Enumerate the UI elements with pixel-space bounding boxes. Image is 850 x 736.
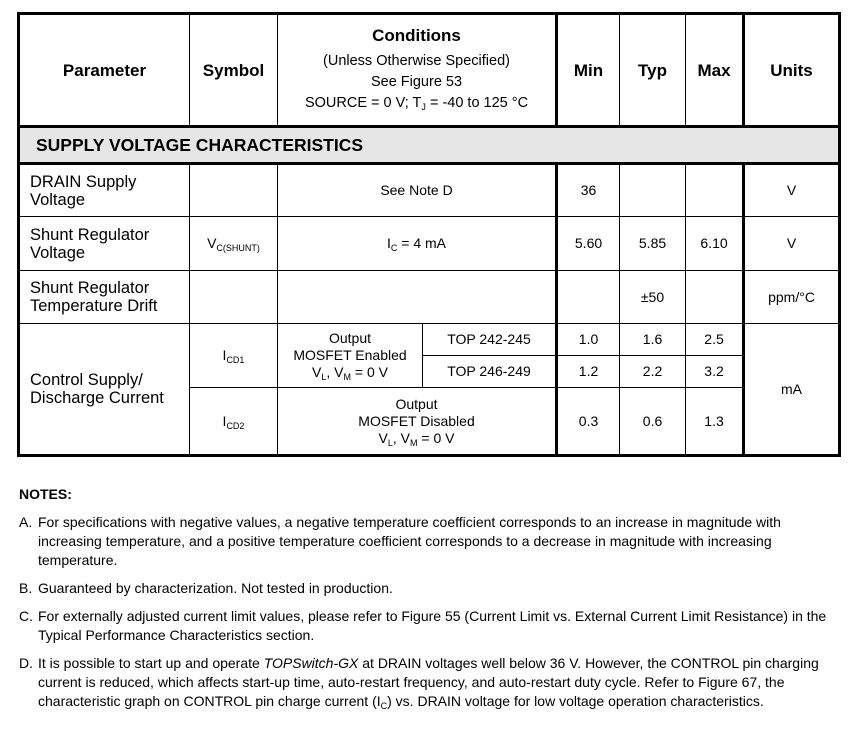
- note-d-text: It is possible to start up and operate TOPSwitch-GX at DRAIN voltages well below 36 V. However, the CONTROL pin charging current is reduced, which affects start-up time, auto-restart frequency, and auto-restart duty cycle. Refer to Figure 67, the characteristic graph on CONTROL pin charge current $(I_C)$ vs. DRAIN voltage for low voltage operation characteristics.: [38, 655, 819, 711]
- header-parameter: Parameter: [19, 14, 190, 127]
- max-icd1-a: 2.5: [686, 324, 744, 356]
- row-temp-drift: [19, 271, 840, 324]
- note-b-label: B.: [19, 580, 33, 596]
- typ-icd1-b: 2.2: [620, 356, 686, 388]
- units-temp-drift: ppm/°C: [744, 271, 840, 324]
- max-icd1-b: 3.2: [686, 356, 744, 388]
- conditions-line3: SOURCE = 0 V; $T_J = -40$ to 125 °C: [304, 94, 529, 112]
- conditions-line2: See Figure 53: [370, 73, 463, 90]
- min-temp-drift: [557, 271, 620, 324]
- header-row: [19, 14, 840, 127]
- note-a: [19, 513, 831, 570]
- max-drain-supply: [686, 164, 744, 217]
- header-conditions: [278, 14, 557, 127]
- param-drain-supply: DRAIN Supply Voltage: [19, 164, 190, 217]
- min-icd2: 0.3: [557, 388, 620, 456]
- typ-icd1-a: 1.6: [620, 324, 686, 356]
- min-icd1-b: 1.2: [557, 356, 620, 388]
- units-shunt-voltage: V: [744, 217, 840, 271]
- notes-section: [19, 485, 831, 720]
- row-shunt-voltage: [19, 217, 840, 271]
- min-shunt-voltage: 5.60: [557, 217, 620, 271]
- note-c-text: For externally adjusted current limit values, please refer to Figure 55 (Current Limit vs. External Current Limit Resistance) in the Typical Performance Characteristics section.: [38, 608, 827, 643]
- conditions-line1: (Unless Otherwise Specified): [323, 52, 510, 69]
- spec-table: [17, 12, 841, 457]
- header-min: Min: [557, 14, 620, 127]
- symbol-temp-drift: [190, 271, 278, 324]
- note-b: [19, 579, 831, 598]
- typ-temp-drift: ±50: [620, 271, 686, 324]
- conditions-title: Conditions: [372, 25, 461, 45]
- header-typ: Typ: [620, 14, 686, 127]
- max-shunt-voltage: 6.10: [686, 217, 744, 271]
- note-b-text: Guaranteed by characterization. Not tested in production.: [38, 580, 393, 596]
- symbol-icd1: $I_{CD1}$: [190, 324, 278, 388]
- units-drain-supply: V: [744, 164, 840, 217]
- typ-shunt-voltage: 5.85: [620, 217, 686, 271]
- product-name: TOPSwitch-GX: [263, 655, 359, 671]
- note-a-text: For specifications with negative values, a negative temperature coefficient corresponds to an increase in magnitude with increasing temperature, and a positive temperature coefficient corresponds to a decrease in magnitude with increasing temperature.: [38, 514, 781, 568]
- min-icd1-a: 1.0: [557, 324, 620, 356]
- device-top246-249: TOP 246-249: [423, 356, 557, 388]
- symbol-shunt-voltage: $V_{C(SHUNT)}$: [190, 217, 278, 271]
- note-c-label: C.: [19, 608, 33, 624]
- condition-icd2: Output MOSFET Disabled $V_L$, $V_M = 0$ V: [278, 388, 557, 456]
- condition-temp-drift: [278, 271, 557, 324]
- note-a-label: A.: [19, 514, 33, 530]
- param-temp-drift: Shunt Regulator Temperature Drift: [19, 271, 190, 324]
- units-control-supply: mA: [744, 324, 840, 456]
- param-shunt-voltage: Shunt Regulator Voltage: [19, 217, 190, 271]
- note-d: [19, 654, 831, 711]
- min-drain-supply: 36: [557, 164, 620, 217]
- typ-drain-supply: [620, 164, 686, 217]
- header-units: Units: [744, 14, 840, 127]
- row-drain-supply: [19, 164, 840, 217]
- notes-title: NOTES:: [19, 486, 72, 502]
- row-icd1-a: [19, 324, 840, 356]
- header-max: Max: [686, 14, 744, 127]
- note-c: [19, 607, 831, 645]
- note-d-label: D.: [19, 655, 33, 671]
- header-symbol: Symbol: [190, 14, 278, 127]
- section-row: [19, 127, 840, 164]
- typ-icd2: 0.6: [620, 388, 686, 456]
- symbol-drain-supply: [190, 164, 278, 217]
- condition-shunt-voltage: $I_C = 4$ mA: [278, 217, 557, 271]
- condition-icd1: Output MOSFET Enabled $V_L$, $V_M = 0$ V: [278, 324, 423, 388]
- max-icd2: 1.3: [686, 388, 744, 456]
- max-temp-drift: [686, 271, 744, 324]
- symbol-icd2: $I_{CD2}$: [190, 388, 278, 456]
- device-top242-245: TOP 242-245: [423, 324, 557, 356]
- param-control-supply: Control Supply/ Discharge Current: [19, 324, 190, 456]
- section-title: SUPPLY VOLTAGE CHARACTERISTICS: [19, 127, 840, 164]
- condition-drain-supply: See Note D: [278, 164, 557, 217]
